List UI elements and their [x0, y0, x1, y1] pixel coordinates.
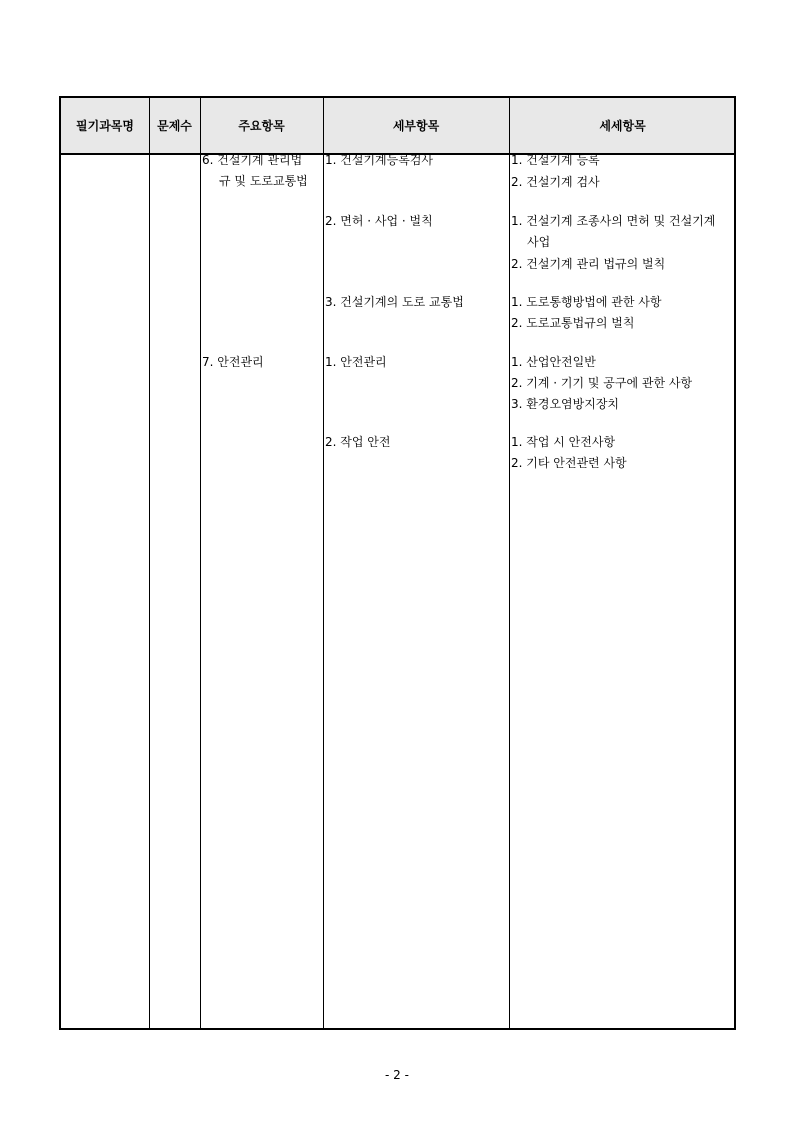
column-divider: [200, 98, 201, 1028]
column-divider: [149, 98, 150, 1028]
sub-item-label: 1. 안전관리: [325, 355, 387, 369]
header-subject: 필기과목명: [76, 119, 134, 133]
detail-item-label: 3. 환경오염방지장치: [511, 397, 620, 411]
detail-item-label: 1. 도로통행방법에 관한 사항: [511, 295, 662, 309]
detail-item-label: 1. 작업 시 안전사항: [511, 435, 616, 449]
sub-item-label: 2. 면허 · 사업 · 벌칙: [325, 214, 433, 228]
detail-item-label: 2. 건설기계 관리 법규의 벌칙: [511, 257, 666, 271]
sub-item-label: 2. 작업 안전: [325, 435, 391, 449]
main-item-label: 6. 건설기계 관리법: [202, 153, 303, 167]
column-divider: [323, 98, 324, 1028]
header-question-count: 문제수: [157, 119, 192, 133]
main-item-label: 7. 안전관리: [202, 355, 264, 369]
detail-item-label: 1. 건설기계 조종사의 면허 및 건설기계: [511, 214, 716, 228]
syllabus-table: [59, 96, 736, 1030]
detail-item-label: 2. 기타 안전관련 사항: [511, 456, 627, 470]
detail-item-label: 2. 기계 · 기기 및 공구에 관한 사항: [511, 376, 693, 390]
detail-item-label: 1. 산업안전일반: [511, 355, 596, 369]
page-number: - 2 -: [385, 1068, 409, 1082]
header-main-item: 주요항목: [238, 119, 285, 133]
main-item-label: 규 및 도로교통법: [219, 174, 308, 188]
header-detail-item: 세세항목: [599, 119, 646, 133]
sub-item-label: 1. 건설기계등록검사: [325, 153, 434, 167]
sub-item-label: 3. 건설기계의 도로 교통법: [325, 295, 464, 309]
detail-item-label: 2. 도로교통법규의 벌칙: [511, 316, 635, 330]
detail-item-label: 사업: [527, 235, 551, 249]
column-divider: [509, 98, 510, 1028]
detail-item-label: 2. 건설기계 검사: [511, 175, 600, 189]
detail-item-label: 1. 건설기계 등록: [511, 153, 600, 167]
header-sub-item: 세부항목: [392, 119, 440, 133]
